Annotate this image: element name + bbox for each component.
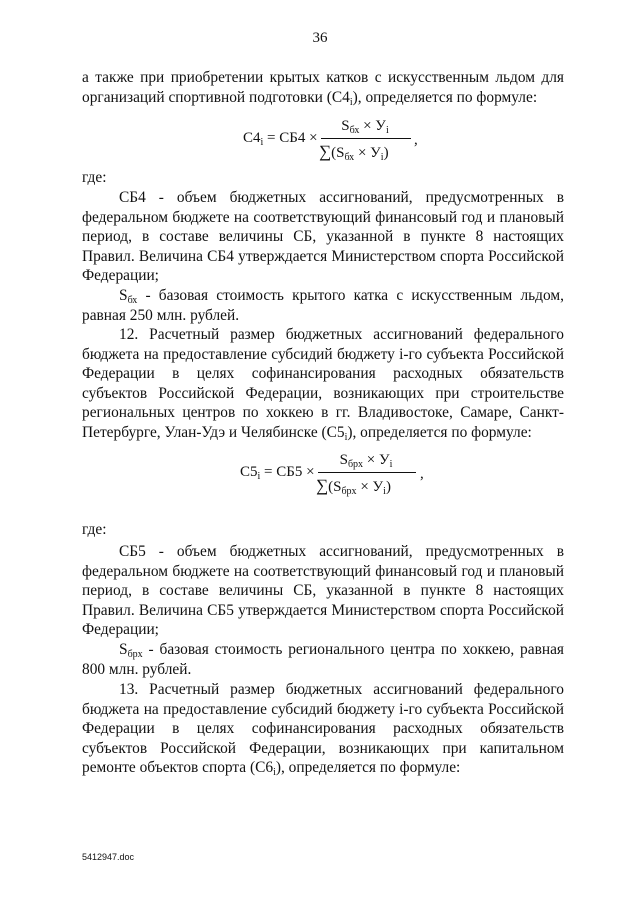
sbrx-definition: $S_{брх}$ - базовая стоимость регионального центра по хоккею, равная 800 млн. рублей. [82, 641, 564, 678]
formula-c4-comma: , [414, 132, 418, 148]
formula-c5-lhs: $С5_i = СБ5$ × [240, 464, 315, 482]
intro-line-2: организаций спортивной подготовки $(С4_i)$, определяется по формуле: [82, 89, 538, 108]
page-number: 36 [312, 30, 328, 46]
sb4-definition: СБ4 - объем бюджетных ассигнований, предусмотренных в федеральном бюджете на соответствующий финансовый год и плановый период, в составе величины СБ, указанной в пункте 8 настоящих Правил. Величина СБ4 утверждается Министерством спорта Российской Федерации; [82, 189, 564, 285]
sbx-definition: $S_{бх}$ - базовая стоимость крытого катка с искусственным льдом, равная 250 млн. рублей. [82, 287, 564, 324]
formula-c4 [243, 118, 423, 162]
intro-line-1: а также при приобретении крытых катков с искусственным льдом для [82, 69, 564, 86]
sb5-definition: СБ5 - объем бюджетных ассигнований, предусмотренных в федеральном бюджете на соответствующий финансовый год и плановый период, в составе величины СБ, указанной в пункте 8 настоящих Правил. Величина СБ5 утверждается Министерством спорта Российской Федерации; [82, 543, 564, 639]
formula-c5-numerator: $S_{брх} \times У_i$ [339, 452, 393, 470]
paragraph-12: 12. Расчетный размер бюджетных ассигнований федерального бюджета на предоставление субсидий бюджету i-го субъекта Российской Федерации в целях софинансирования расходных обязательств субъектов Российской Федерации, возникающих при строительстве региональных центров по хоккею в гг. Владивостоке, Самаре, Санкт-Петербурге, Улан-Удэ и Челябинске $(С5_i)$, определяется по формуле: [82, 326, 564, 443]
formula-c5-fraction-bar [318, 472, 416, 473]
formula-c4-denominator: $\sum(S_{бх} \times У_i)$ [319, 142, 389, 163]
paragraph-13: 13. Расчетный размер бюджетных ассигнований федерального бюджета на предоставление субсидий бюджету i-го субъекта Российской Федерации в целях софинансирования расходных обязательств субъектов Российской Федерации, возникающих при капитальном ремонте объектов спорта $(С6_i)$, определяется по формуле: [82, 681, 564, 779]
formula-c4-numerator: $S_{бх} \times У_i$ [341, 118, 389, 136]
formula-c4-fraction-bar [321, 138, 411, 139]
where-label-2: где: [82, 521, 107, 538]
formula-c5 [240, 452, 430, 496]
formula-c4-lhs: $С4_i = СБ4$ × [243, 130, 318, 148]
formula-c5-comma: , [420, 466, 424, 482]
formula-c5-denominator: $\sum(S_{брх} \times У_i)$ [316, 476, 391, 497]
where-label-1: где: [82, 169, 107, 186]
footer-filename: 5412947.doc [82, 852, 135, 862]
